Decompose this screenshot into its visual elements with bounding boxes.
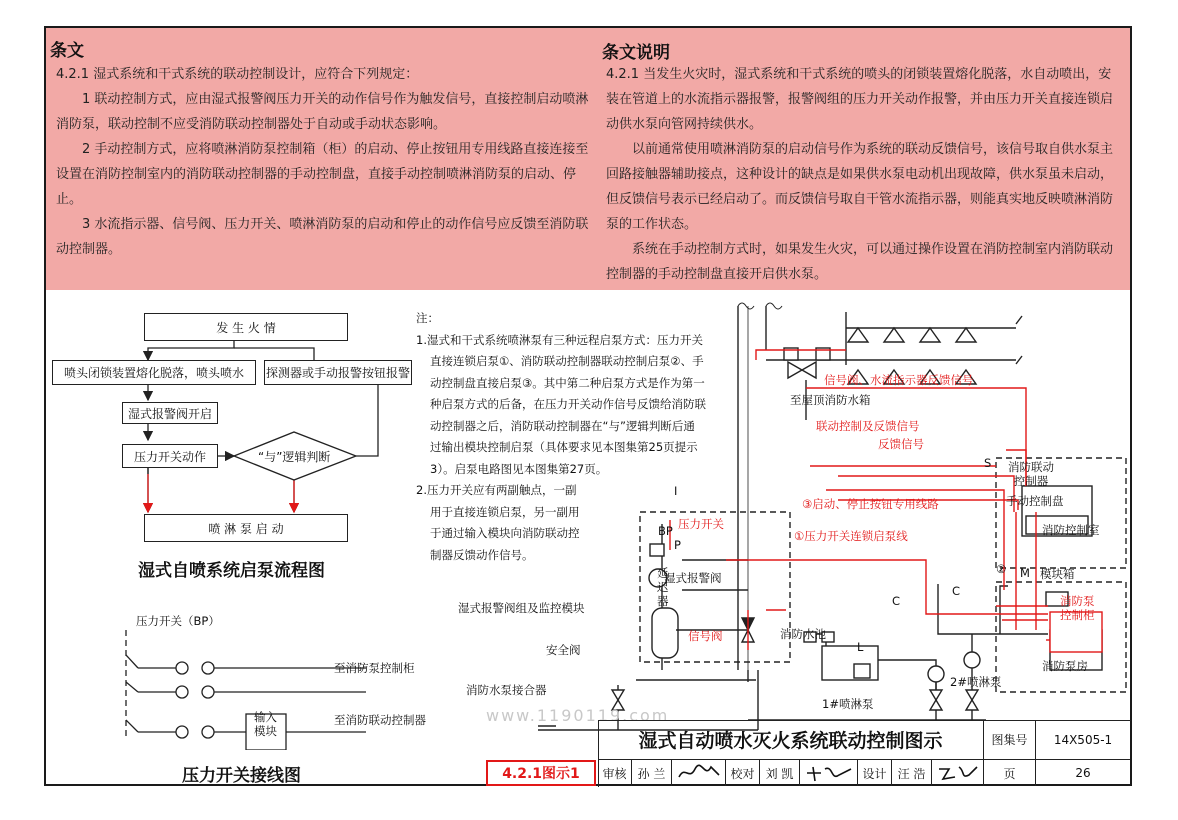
signal-valve-label: 信号阀 <box>688 629 723 643</box>
design-label: 设计 <box>858 760 892 786</box>
designer-signature <box>932 760 984 786</box>
note-2-line: 2.压力开关应有两副触点，一副 <box>416 483 577 497</box>
and-logic-label: “与”逻辑判断 <box>258 450 331 464</box>
note-2-line: 用于直接连锁启泵，另一副用 <box>430 504 580 519</box>
pressure-switch-label: 压力开关 <box>678 517 724 531</box>
p-label: P <box>674 538 681 552</box>
alarm-valve-label: 湿式报警阀 <box>664 571 722 585</box>
note-1-line: 1.湿式和干式系统喷淋泵有三种远程启泵方式：压力开关 <box>416 332 703 347</box>
pump-cabinet-line: 消防泵 <box>1060 594 1095 608</box>
provisions-heading: 条文 <box>50 41 84 61</box>
explanation-heading: 条文说明 <box>602 43 670 63</box>
circle-2-label: ② <box>996 562 1007 576</box>
direct-line-label: ①压力开关连锁启泵线 <box>794 529 908 543</box>
pump-start-box: 喷 淋 泵 启 动 <box>144 514 348 542</box>
watermark: www.1190119.com <box>486 706 670 725</box>
item-3: 3 水流指示器、信号阀、压力开关、喷淋消防泵的启动和停止的动作信号应反馈至消防联动控制器。 <box>56 217 589 257</box>
controller-line: 控制器 <box>1013 474 1049 488</box>
valve-group-label: 湿式报警阀组及监控模块 <box>458 601 585 615</box>
page-label: 页 <box>984 760 1036 786</box>
atlas-label: 图集号 <box>984 720 1036 760</box>
s-label: S <box>984 456 992 470</box>
pressure-switch-box: 压力开关动作 <box>122 444 218 468</box>
page-number: 26 <box>1075 766 1091 780</box>
fire-box: 发 生 火 情 <box>144 313 348 341</box>
figure-tag: 4.2.1图示1 <box>486 760 596 786</box>
note-2-line: 于通过输入模块向消防联动控 <box>430 526 580 540</box>
l-label: L <box>857 640 864 654</box>
system-schematic <box>426 290 1130 740</box>
to-controller-label: 至消防联动控制器 <box>334 713 426 727</box>
roof-tank-label: 至屋顶消防水箱 <box>790 393 871 407</box>
flowchart-title: 湿式自喷系统启泵流程图 <box>138 561 325 581</box>
bp-label: BP <box>658 524 673 538</box>
c-label: C <box>952 584 961 598</box>
delay-char: 延 <box>657 566 669 580</box>
controller-line: 消防联动 <box>1008 460 1054 474</box>
control-room-label: 消防控制室 <box>1042 523 1100 537</box>
sprinkler-head-box: 喷头闭锁装置熔化脱落，喷头喷水 <box>52 360 256 385</box>
explanation-p3: 系统在手动控制方式时，如果发生火灾，可以通过操作设置在消防控制室内消防联动控制器的手动控制盘直接开启供水泵。 <box>606 242 1114 282</box>
module-box-label: 模块箱 <box>1040 567 1075 581</box>
wiring-top-label: 压力开关（BP） <box>136 614 220 628</box>
controller-label <box>1008 460 1054 488</box>
explanation-text <box>606 62 1116 287</box>
note-1-line: 直接连锁启泵①、消防联动控制器联动控制启泵②、手 <box>430 354 704 368</box>
atlas-number: 14X505-1 <box>1036 720 1130 760</box>
m-label: M <box>1020 566 1030 580</box>
adapter-label: 消防水泵接合器 <box>466 683 547 697</box>
pump-cabinet-label <box>1060 594 1095 622</box>
reviewer-signature <box>672 760 726 786</box>
pool-label: 消防水池 <box>780 627 826 641</box>
review-label: 审核 <box>598 760 632 786</box>
notes-head: 注： <box>416 311 439 325</box>
pump-cabinet-line: 控制柜 <box>1060 608 1095 622</box>
designer-name: 汪 浩 <box>892 760 932 786</box>
note-2-line: 制器反馈动作信号。 <box>430 547 534 562</box>
pump-1-label: 1#喷淋泵 <box>822 697 874 711</box>
delay-char: 迟 <box>657 580 669 594</box>
i-label: I <box>674 484 678 498</box>
safety-valve-label: 安全阀 <box>546 643 581 657</box>
explanation-p1: 4.2.1 当发生火灾时，湿式系统和干式系统的喷头的闭锁装置熔化脱落，水自动喷出，安装在管道上的水流指示器报警，报警阀组的压力开关动作报警，并由压力开关直接连锁启动供水泵向管网持续供水。 <box>606 67 1114 132</box>
note-1-line: 3）。启泵电路图见本图集第27页。 <box>430 461 608 476</box>
input-module <box>254 710 277 738</box>
note-1-line: 动控制器之后，消防联动控制器在“与”逻辑判断后通 <box>430 418 695 433</box>
checker-signature <box>800 760 858 786</box>
note-1-line: 过输出模块控制启泵（具体要求见本图集第25页提示 <box>430 440 698 454</box>
drawing-sheet <box>44 26 1132 786</box>
delay-char: 器 <box>657 594 669 608</box>
checker-name: 刘 凯 <box>760 760 800 786</box>
provisions-text <box>56 62 594 262</box>
c-label: C <box>892 594 901 608</box>
clause-line: 4.2.1 湿式系统和干式系统的联动控制设计，应符合下列规定： <box>56 67 419 82</box>
link-control-label: 联动控制及反馈信号 <box>816 419 920 433</box>
module-line-2: 模块 <box>254 724 277 738</box>
module-line-1: 输入 <box>254 710 277 724</box>
start-stop-line-label: ③启动、停止按钮专用线路 <box>802 497 939 511</box>
wiring-title: 压力开关接线图 <box>182 766 301 786</box>
reviewer-name: 孙 兰 <box>632 760 672 786</box>
signal-feedback-label: 信号阀、水流指示器反馈信号 <box>824 373 974 387</box>
drawing-title: 湿式自动喷水灭火系统联动控制图示 <box>598 720 984 760</box>
alarm-valve-box: 湿式报警阀开启 <box>122 402 218 424</box>
manual-panel-label: 手动控制盘 <box>1006 494 1064 508</box>
note-1-line: 种启泵方式的后备，在压力开关动作信号反馈给消防联 <box>430 397 706 411</box>
item-2: 2 手动控制方式，应将喷淋消防泵控制箱（柜）的启动、停止按钮用专用线路直接连接至设置在消防控制室内的消防联动控制器的手动控制盘，直接手动控制喷淋消防泵的启动、停止。 <box>56 142 589 207</box>
pump-room-label: 消防泵房 <box>1042 659 1088 673</box>
detector-box: 探测器或手动报警按钮报警 <box>264 360 412 385</box>
feedback-label: 反馈信号 <box>878 437 924 451</box>
note-1-line: 动控制盘直接启泵③。其中第二种启泵方式是作为第一 <box>430 375 705 390</box>
item-1: 1 联动控制方式，应由湿式报警阀压力开关的动作信号作为触发信号，直接控制启动喷淋消防泵，联动控制不应受消防联动控制器处于自动或手动状态影响。 <box>56 92 589 132</box>
explanation-p2: 以前通常使用喷淋消防泵的启动信号作为系统的联动反馈信号，该信号取自供水泵主回路接触器辅助接点，这种设计的缺点是如果供水泵电动机出现故障，供水泵虽未启动，但反馈信号表示已经启动了。而反馈信号取自干管水流指示器，则能真实地反映喷淋消防泵的工作状态。 <box>606 142 1114 232</box>
check-label: 校对 <box>726 760 760 786</box>
to-cabinet-label: 至消防泵控制柜 <box>334 661 415 675</box>
pump-2-label: 2#喷淋泵 <box>950 675 1002 689</box>
